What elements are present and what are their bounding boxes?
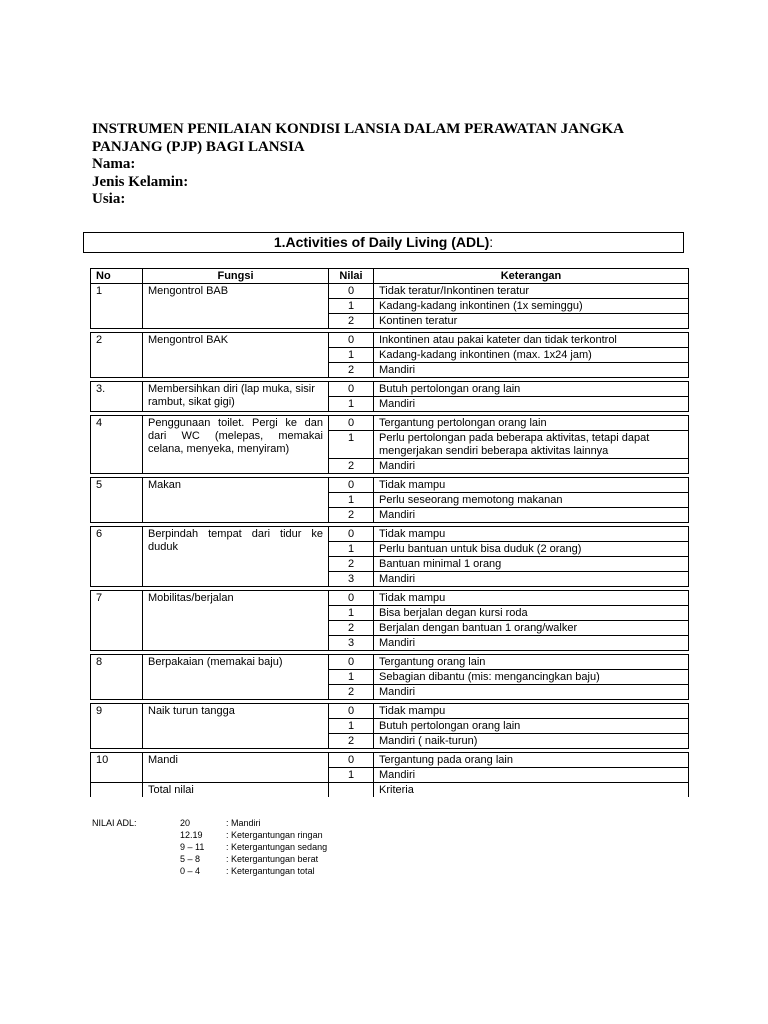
item-keterangan: Tidak mampu xyxy=(374,704,689,719)
item-nilai: 0 xyxy=(329,478,374,493)
item-nilai: 1 xyxy=(329,768,374,783)
adl-table xyxy=(90,268,689,797)
item-no: 3. xyxy=(91,382,143,412)
item-nilai: 1 xyxy=(329,348,374,363)
item-nilai: 2 xyxy=(329,363,374,378)
adl-table-body xyxy=(91,284,689,783)
item-nilai: 0 xyxy=(329,591,374,606)
item-fungsi: Penggunaan toilet. Pergi ke dan dari WC (melepas, memakai celana, menyeka, menyiram) xyxy=(143,416,329,474)
item-fungsi: Naik turun tangga xyxy=(143,704,329,749)
item-nilai: 2 xyxy=(329,685,374,700)
item-no: 10 xyxy=(91,753,143,783)
scale-row xyxy=(180,829,323,841)
table-row xyxy=(91,753,689,768)
item-keterangan: Mandiri ( naik-turun) xyxy=(374,734,689,749)
header-keterangan: Keterangan xyxy=(374,269,689,284)
item-nilai: 3 xyxy=(329,572,374,587)
item-nilai: 0 xyxy=(329,333,374,348)
scale-description: : Ketergantungan ringan xyxy=(226,830,323,840)
item-keterangan: Bisa berjalan degan kursi roda xyxy=(374,606,689,621)
header-nilai: Nilai xyxy=(329,269,374,284)
scale-description: : Ketergantungan berat xyxy=(226,854,319,864)
item-no: 1 xyxy=(91,284,143,329)
document-title-line-1: INSTRUMEN PENILAIAN KONDISI LANSIA DALAM PERAWATAN JANGKA xyxy=(92,121,625,137)
item-keterangan: Mandiri xyxy=(374,768,689,783)
item-fungsi: Membersihkan diri (lap muka, sisir rambut, sikat gigi) xyxy=(143,382,329,412)
scale-range: 0 – 4 xyxy=(180,866,201,876)
item-nilai: 1 xyxy=(329,542,374,557)
item-keterangan: Kontinen teratur xyxy=(374,314,689,329)
item-nilai: 1 xyxy=(329,670,374,685)
scale-description: : Ketergantungan total xyxy=(226,866,315,876)
item-nilai: 1 xyxy=(329,606,374,621)
total-row xyxy=(91,783,689,798)
item-nilai: 2 xyxy=(329,621,374,636)
item-fungsi: Berpakaian (memakai baju) xyxy=(143,655,329,700)
nama-label: Nama: xyxy=(92,156,136,172)
item-nilai: 1 xyxy=(329,431,374,459)
item-keterangan: Perlu bantuan untuk bisa duduk (2 orang) xyxy=(374,542,689,557)
item-nilai: 0 xyxy=(329,416,374,431)
item-nilai: 3 xyxy=(329,636,374,651)
item-no: 6 xyxy=(91,527,143,587)
table-row xyxy=(91,284,689,299)
item-keterangan: Mandiri xyxy=(374,508,689,523)
item-nilai: 2 xyxy=(329,459,374,474)
section-title-box xyxy=(83,232,684,253)
item-nilai: 0 xyxy=(329,655,374,670)
section-title-colon: : xyxy=(489,234,494,250)
item-fungsi: Berpindah tempat dari tidur ke duduk xyxy=(143,527,329,587)
item-keterangan: Bantuan minimal 1 orang xyxy=(374,557,689,572)
document-title-line-2: PANJANG (PJP) BAGI LANSIA xyxy=(92,138,305,155)
table-row xyxy=(91,416,689,431)
item-keterangan: Mandiri xyxy=(374,459,689,474)
table-row xyxy=(91,591,689,606)
scale-description: : Ketergantungan sedang xyxy=(226,842,328,852)
item-nilai: 2 xyxy=(329,734,374,749)
jenis-kelamin-label: Jenis Kelamin: xyxy=(92,173,189,190)
item-keterangan: Kadang-kadang inkontinen (max. 1x24 jam) xyxy=(374,348,689,363)
item-keterangan: Butuh pertolongan orang lain xyxy=(374,719,689,734)
item-keterangan: Mandiri xyxy=(374,397,689,412)
total-no-cell xyxy=(91,783,143,798)
section-title: 1.Activities of Daily Living (ADL) xyxy=(273,234,490,250)
scale-row xyxy=(180,865,315,877)
table-row xyxy=(91,704,689,719)
table-header-row xyxy=(91,269,689,284)
item-nilai: 1 xyxy=(329,397,374,412)
item-keterangan: Tidak teratur/Inkontinen teratur xyxy=(374,284,689,299)
document-header xyxy=(92,121,712,209)
item-keterangan: Perlu pertolongan pada beberapa aktivitas, tetapi dapat mengerjakan sendiri beberapa aktivitas lainnya xyxy=(374,431,689,459)
item-fungsi: Mengontrol BAK xyxy=(143,333,329,378)
item-fungsi: Makan xyxy=(143,478,329,523)
item-nilai: 0 xyxy=(329,704,374,719)
scale-description: : Mandiri xyxy=(226,818,261,828)
item-nilai: 0 xyxy=(329,382,374,397)
item-nilai: 0 xyxy=(329,284,374,299)
item-keterangan: Mandiri xyxy=(374,572,689,587)
total-label: Total nilai xyxy=(143,783,329,798)
table-row xyxy=(91,382,689,397)
header-fungsi: Fungsi xyxy=(143,269,329,284)
item-keterangan: Inkontinen atau pakai kateter dan tidak terkontrol xyxy=(374,333,689,348)
scale-range: 12.19 xyxy=(180,830,203,840)
item-fungsi: Mobilitas/berjalan xyxy=(143,591,329,651)
header-no: No xyxy=(91,269,143,284)
item-keterangan: Tidak mampu xyxy=(374,527,689,542)
item-nilai: 2 xyxy=(329,314,374,329)
table-row xyxy=(91,527,689,542)
usia-label: Usia: xyxy=(92,191,126,207)
item-nilai: 1 xyxy=(329,299,374,314)
item-nilai: 2 xyxy=(329,508,374,523)
item-nilai: 1 xyxy=(329,493,374,508)
item-no: 7 xyxy=(91,591,143,651)
item-keterangan: Butuh pertolongan orang lain xyxy=(374,382,689,397)
item-no: 4 xyxy=(91,416,143,474)
item-keterangan: Mandiri xyxy=(374,636,689,651)
scale-range: 20 xyxy=(180,818,191,828)
scale-range: 9 – 11 xyxy=(180,842,205,852)
item-nilai: 1 xyxy=(329,719,374,734)
item-nilai: 0 xyxy=(329,753,374,768)
total-nilai-cell xyxy=(329,783,374,798)
item-keterangan: Mandiri xyxy=(374,685,689,700)
item-keterangan: Kadang-kadang inkontinen (1x seminggu) xyxy=(374,299,689,314)
item-nilai: 0 xyxy=(329,527,374,542)
table-row xyxy=(91,655,689,670)
kriteria-label: Kriteria xyxy=(374,783,689,798)
table-row xyxy=(91,333,689,348)
item-keterangan: Tidak mampu xyxy=(374,591,689,606)
item-keterangan: Perlu seseorang memotong makanan xyxy=(374,493,689,508)
item-no: 2 xyxy=(91,333,143,378)
item-nilai: 2 xyxy=(329,557,374,572)
scale-row xyxy=(180,841,327,853)
item-keterangan: Sebagian dibantu (mis: mengancingkan baju) xyxy=(374,670,689,685)
item-keterangan: Mandiri xyxy=(374,363,689,378)
item-no: 5 xyxy=(91,478,143,523)
item-fungsi: Mandi xyxy=(143,753,329,783)
scale-row xyxy=(180,817,261,829)
item-keterangan: Tergantung pada orang lain xyxy=(374,753,689,768)
item-keterangan: Tergantung orang lain xyxy=(374,655,689,670)
scale-row xyxy=(180,853,318,865)
scale-range: 5 – 8 xyxy=(180,854,201,864)
item-no: 9 xyxy=(91,704,143,749)
item-fungsi: Mengontrol BAB xyxy=(143,284,329,329)
item-keterangan: Berjalan dengan bantuan 1 orang/walker xyxy=(374,621,689,636)
item-keterangan: Tergantung pertolongan orang lain xyxy=(374,416,689,431)
nilai-adl-label: NILAI ADL: xyxy=(92,818,137,828)
item-keterangan: Tidak mampu xyxy=(374,478,689,493)
table-row xyxy=(91,478,689,493)
item-no: 8 xyxy=(91,655,143,700)
